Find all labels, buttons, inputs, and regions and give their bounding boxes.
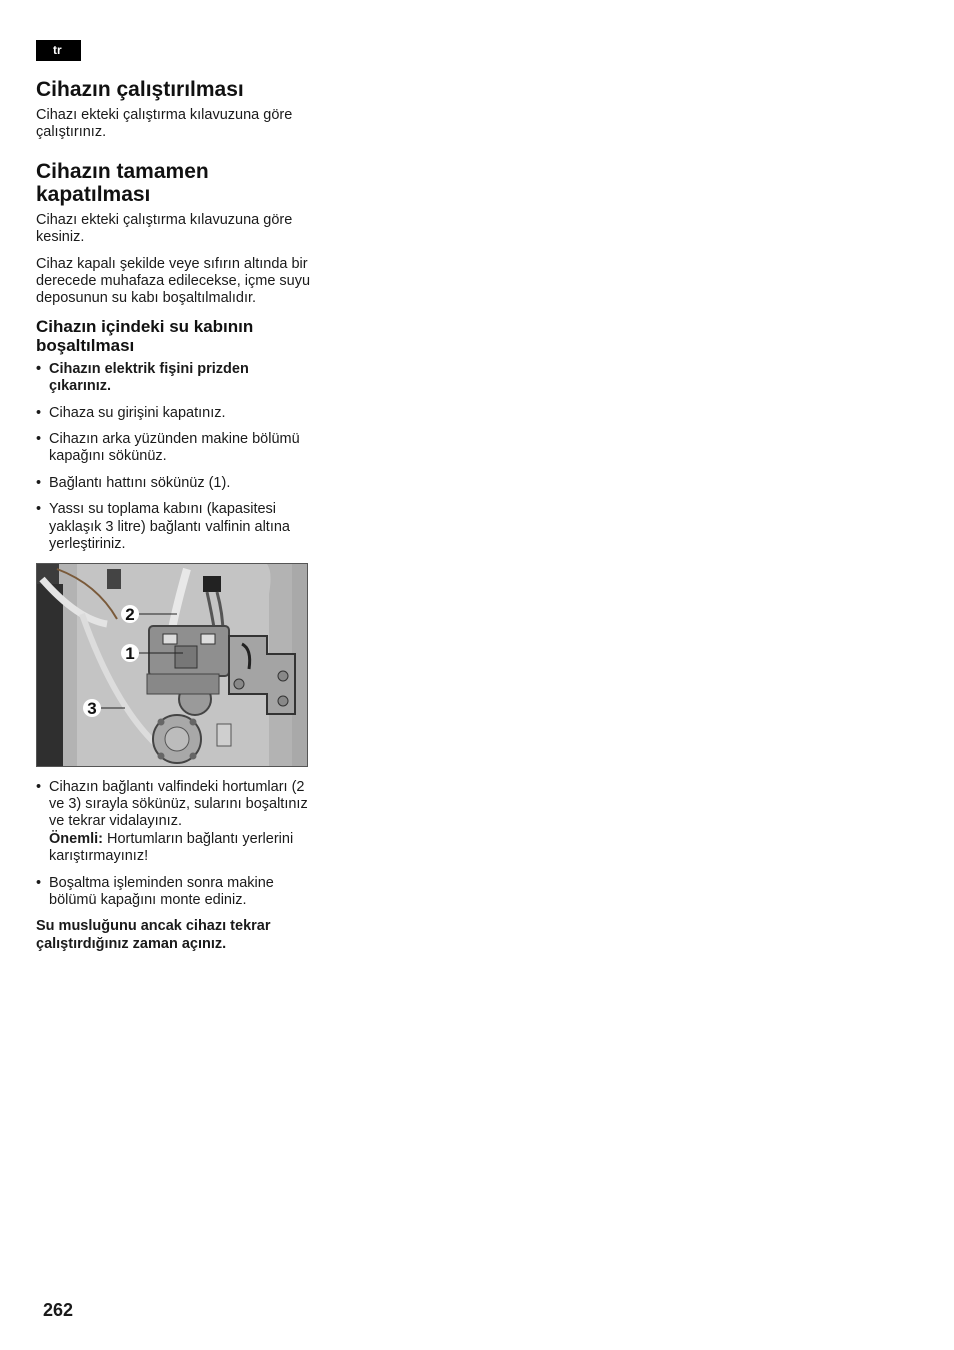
drain-steps-list-2 — [36, 779, 311, 910]
language-tag: tr — [36, 40, 81, 61]
drain-steps-list — [36, 361, 311, 554]
list-item: • Cihaza su girişini kapatınız. — [36, 405, 311, 422]
section-title-drain: Cihazın içindeki su kabının boşaltılması — [36, 316, 254, 355]
valve-photo — [36, 563, 308, 767]
list-item: • Cihazın arka yüzünden makine bölümü kapağını sökünüz. — [36, 431, 311, 466]
list-item: • Bağlantı hattını sökünüz (1). — [36, 475, 311, 492]
figure-label-2: 2 — [125, 604, 135, 624]
start-paragraph: Cihazı ekteki çalıştırma kılavuzuna göre çalıştırınız. — [36, 107, 293, 141]
content-column — [36, 78, 311, 962]
section-title-start: Cihazın çalıştırılması — [36, 78, 244, 101]
list-item: • Cihazın elektrik fişini prizden çıkarınız. — [36, 361, 311, 396]
list-item: • Yassı su toplama kabını (kapasitesi yaklaşık 3 litre) bağlantı valfinin altına yerleştiriniz. — [36, 501, 311, 553]
hoses-text: Cihazın bağlantı valfindeki hortumları (2 ve 3) sırayla sökünüz, sularını boşaltınız ve tekrar vidalayınız. — [49, 778, 308, 830]
figure-label-3: 3 — [87, 698, 97, 718]
important-label: Önemli: — [49, 830, 103, 847]
shutdown-paragraph-2: Cihaz kapalı şekilde veye sıfırın altında bir derecede muhafaza edilecekse, içme suyu deposunun su kabı boşaltılmalıdır. — [36, 255, 311, 307]
important-text: Hortumların bağlantı yerlerini karıştırmayınız! — [49, 830, 294, 865]
shutdown-paragraph-1: Cihazı ekteki çalıştırma kılavuzuna göre kesiniz. — [36, 211, 293, 246]
list-item — [36, 779, 311, 866]
figure-label-1: 1 — [125, 643, 135, 663]
section-title-shutdown: Cihazın tamamen kapatılması — [36, 159, 209, 206]
final-note: Su musluğunu ancak cihazı tekrar çalıştırdığınız zaman açınız. — [36, 918, 271, 952]
list-item: • Boşaltma işleminden sonra makine bölümü kapağını monte ediniz. — [36, 875, 311, 910]
page-number: 262 — [43, 1300, 74, 1320]
